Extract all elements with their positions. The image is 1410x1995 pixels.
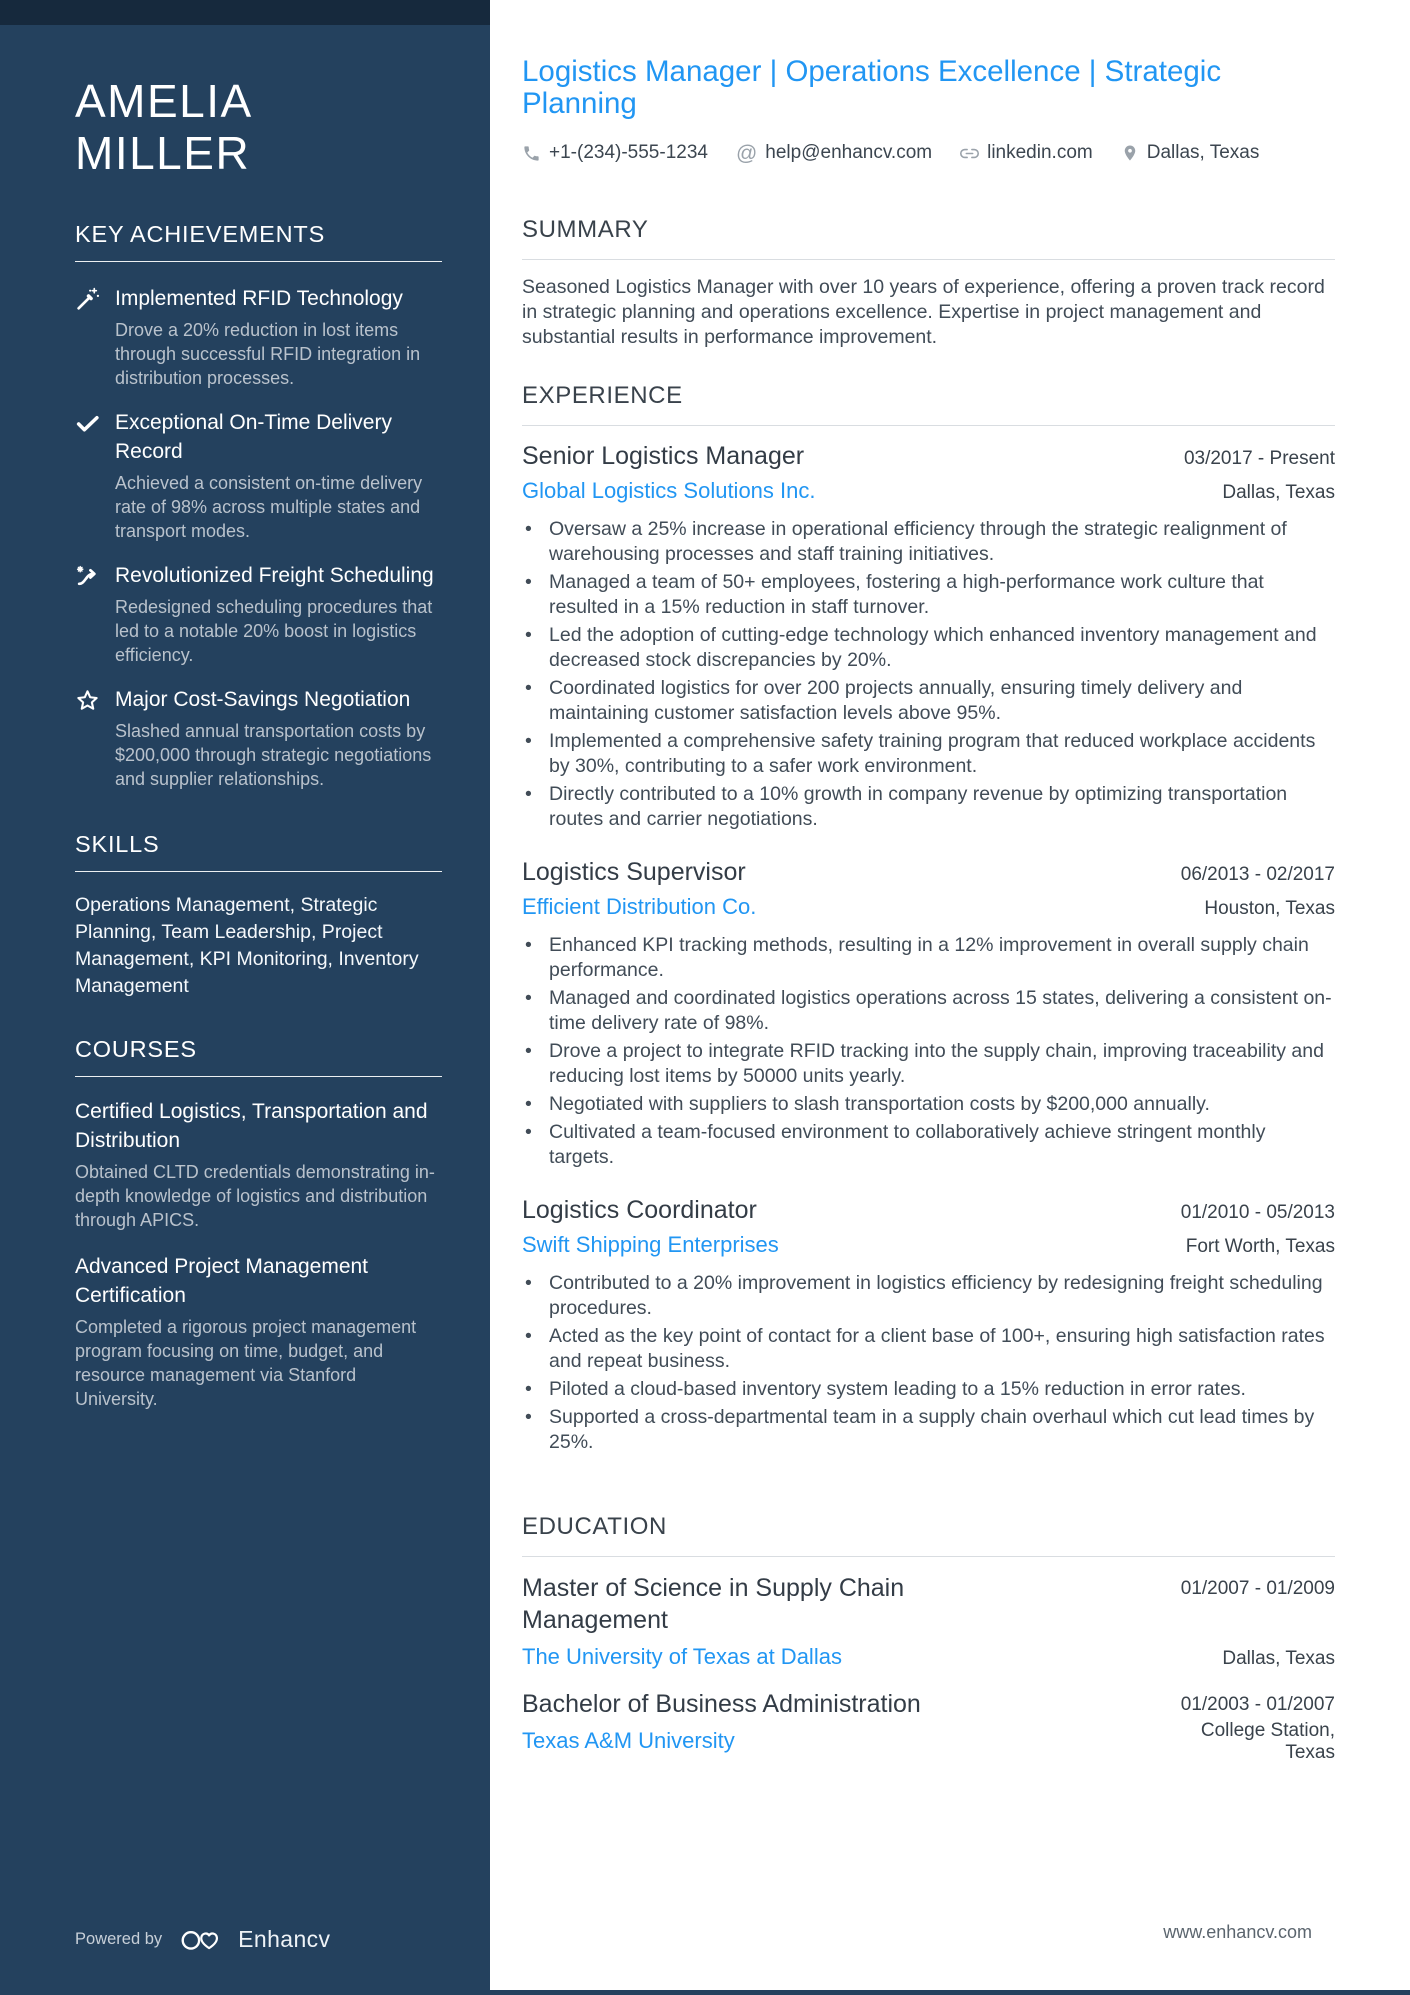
skills-heading: SKILLS: [75, 831, 442, 872]
bullet-item: • Drove a project to integrate RFID tracking into the supply chain, improving traceability and reducing lost items by 50000 units yearly.: [522, 1039, 1335, 1089]
link-icon: [960, 144, 979, 163]
achievement-item: [75, 284, 442, 390]
job-title: Logistics Supervisor: [522, 858, 746, 886]
bullet-item: • Led the adoption of cutting-edge technology which enhanced inventory management and decreased stock discrepancies by 20%.: [522, 623, 1335, 673]
company-link[interactable]: Global Logistics Solutions Inc.: [522, 478, 816, 503]
achievement-description: Redesigned scheduling procedures that led to a notable 20% boost in logistics efficiency.: [115, 597, 433, 665]
sidebar-top-band: [0, 0, 490, 25]
experience-heading: EXPERIENCE: [522, 382, 1335, 426]
education-entry: [522, 1572, 1335, 1670]
wand-icon: [75, 284, 101, 390]
achievement-item: [75, 561, 442, 667]
education-location: Dallas, Texas: [1222, 1648, 1335, 1669]
job-bullet-list: [522, 933, 1335, 1170]
job-title: Senior Logistics Manager: [522, 442, 805, 470]
page-bottom-border: [0, 1990, 1410, 1995]
job-entry: [522, 1196, 1335, 1455]
achievement-title: Implemented RFID Technology: [115, 287, 403, 310]
achievement-title: Major Cost-Savings Negotiation: [115, 688, 411, 711]
education-dates: 01/2007 - 01/2009: [1180, 1578, 1335, 1599]
achievement-description: Slashed annual transportation costs by $200,000 through strategic negotiations and supplier relationships.: [115, 721, 432, 789]
star-icon: [75, 685, 101, 791]
enhancv-logo-icon: [180, 1926, 220, 1953]
phone-icon: [522, 144, 541, 163]
education-dates: 01/2003 - 01/2007: [1180, 1694, 1335, 1715]
summary-heading: SUMMARY: [522, 216, 1335, 260]
bullet-item: • Managed and coordinated logistics operations across 15 states, delivering a consistent on-time delivery rate of 98%.: [522, 986, 1335, 1036]
achievement-body: [115, 408, 442, 543]
main-content: [490, 0, 1410, 1995]
contact-phone: [522, 142, 708, 164]
job-title: Logistics Coordinator: [522, 1196, 757, 1224]
first-name: AMELIA: [75, 75, 253, 127]
bullet-item: • Supported a cross-departmental team in a supply chain overhaul which cut lead times by 25%.: [522, 1405, 1335, 1455]
bullet-item: • Cultivated a team-focused environment to collaboratively achieve stringent monthly targets.: [522, 1120, 1335, 1170]
course-title: Advanced Project Management Certification: [75, 1255, 369, 1307]
key-achievements-heading: KEY ACHIEVEMENTS: [75, 221, 442, 262]
email-address[interactable]: help@enhancv.com: [765, 142, 933, 163]
achievement-description: Drove a 20% reduction in lost items through successful RFID integration in distribution processes.: [115, 320, 421, 388]
powered-by-label: Powered by: [75, 1930, 163, 1948]
bullet-item: • Coordinated logistics for over 200 projects annually, ensuring timely delivery and maintaining customer satisfaction levels above 95%.: [522, 676, 1335, 726]
achievement-body: [115, 284, 442, 390]
contact-linkedin[interactable]: [960, 142, 1093, 164]
key-achievements-list: [75, 284, 442, 791]
resume-headline: Logistics Manager | Operations Excellence | Strategic Planning: [522, 55, 1222, 120]
company-link[interactable]: Swift Shipping Enterprises: [522, 1232, 779, 1257]
candidate-name: [75, 75, 442, 179]
courses-heading: COURSES: [75, 1036, 442, 1077]
bullet-item: • Directly contributed to a 10% growth in company revenue by optimizing transportation routes and carrier negotiations.: [522, 782, 1335, 832]
course-item: [75, 1252, 442, 1411]
bullet-item: • Enhanced KPI tracking methods, resulting in a 12% improvement in overall supply chain performance.: [522, 933, 1335, 983]
job-location: Fort Worth, Texas: [1185, 1236, 1335, 1257]
job-entry: [522, 442, 1335, 832]
job-dates: 06/2013 - 02/2017: [1180, 864, 1335, 885]
job-location: Dallas, Texas: [1222, 482, 1335, 503]
education-entry: [522, 1688, 1335, 1764]
job-entry: [522, 858, 1335, 1170]
course-description: Obtained CLTD credentials demonstrating in-depth knowledge of logistics and distribution through APICS.: [75, 1162, 435, 1230]
achievement-description: Achieved a consistent on-time delivery rate of 98% across multiple states and transport modes.: [115, 473, 423, 541]
course-item: [75, 1097, 442, 1232]
school-link[interactable]: The University of Texas at Dallas: [522, 1644, 842, 1669]
achievement-body: [115, 561, 442, 667]
course-title: Certified Logistics, Transportation and Distribution: [75, 1100, 428, 1152]
sidebar-footer: [75, 1926, 330, 1953]
bullet-item: • Negotiated with suppliers to slash transportation costs by $200,000 annually.: [522, 1092, 1335, 1117]
phone-number: +1-(234)-555-1234: [549, 142, 708, 163]
education-heading: EDUCATION: [522, 1513, 1335, 1557]
contact-email[interactable]: [736, 142, 932, 164]
achievement-body: [115, 685, 442, 791]
achievement-item: [75, 685, 442, 791]
skills-list: Operations Management, Strategic Planning, Team Leadership, Project Management, KPI Monitoring, Inventory Management: [75, 894, 419, 997]
company-link[interactable]: Efficient Distribution Co.: [522, 894, 757, 919]
bullet-item: • Acted as the key point of contact for a client base of 100+, ensuring high satisfaction rates and repeat business.: [522, 1324, 1335, 1374]
education-section: [522, 1513, 1335, 1764]
bullet-item: • Managed a team of 50+ employees, fostering a high-performance work culture that resulted in a 15% reduction in staff turnover.: [522, 570, 1335, 620]
summary-section: [522, 216, 1335, 350]
location-text: Dallas, Texas: [1146, 142, 1260, 163]
last-name: MILLER: [75, 127, 251, 179]
bullet-item: • Oversaw a 25% increase in operational efficiency through the strategic realignment of warehousing processes and staff training initiatives.: [522, 517, 1335, 567]
contact-location: [1121, 142, 1260, 164]
job-dates: 01/2010 - 05/2013: [1180, 1202, 1335, 1223]
bullet-item: • Piloted a cloud-based inventory system leading to a 15% reduction in error rates.: [522, 1377, 1335, 1402]
degree-title: Master of Science in Supply Chain Management: [522, 1574, 905, 1634]
job-location: Houston, Texas: [1204, 898, 1335, 919]
course-description: Completed a rigorous project management program focusing on time, budget, and resource management via Stanford University.: [75, 1317, 417, 1409]
summary-text: Seasoned Logistics Manager with over 10 years of experience, offering a proven track record in strategic planning and operations excellence. Expertise in project management and substantial results in performance improvement.: [522, 276, 1325, 348]
achievement-item: [75, 408, 442, 543]
route-arrow-icon: [75, 561, 101, 667]
website-link[interactable]: www.enhancv.com: [1163, 1922, 1312, 1942]
job-bullet-list: [522, 1271, 1335, 1455]
bullet-item: • Contributed to a 20% improvement in logistics efficiency by redesigning freight scheduling procedures.: [522, 1271, 1335, 1321]
contact-row: [522, 142, 1335, 164]
at-icon: @: [735, 141, 758, 165]
achievement-title: Exceptional On-Time Delivery Record: [115, 411, 392, 463]
job-bullet-list: [522, 517, 1335, 832]
location-pin-icon: [1121, 144, 1139, 162]
brand-name[interactable]: Enhancv: [238, 1926, 331, 1952]
education-location: College Station, Texas: [1200, 1720, 1335, 1763]
linkedin-url[interactable]: linkedin.com: [987, 142, 1093, 163]
school-link[interactable]: Texas A&M University: [522, 1728, 735, 1753]
check-icon: [75, 408, 101, 543]
achievement-title: Revolutionized Freight Scheduling: [115, 564, 434, 587]
degree-title: Bachelor of Business Administration: [522, 1690, 921, 1718]
bullet-item: • Implemented a comprehensive safety training program that reduced workplace accidents by 30%, contributing to a safer work environment.: [522, 729, 1335, 779]
sidebar: [0, 0, 490, 1995]
job-dates: 03/2017 - Present: [1183, 448, 1335, 469]
experience-section: [522, 382, 1335, 1455]
